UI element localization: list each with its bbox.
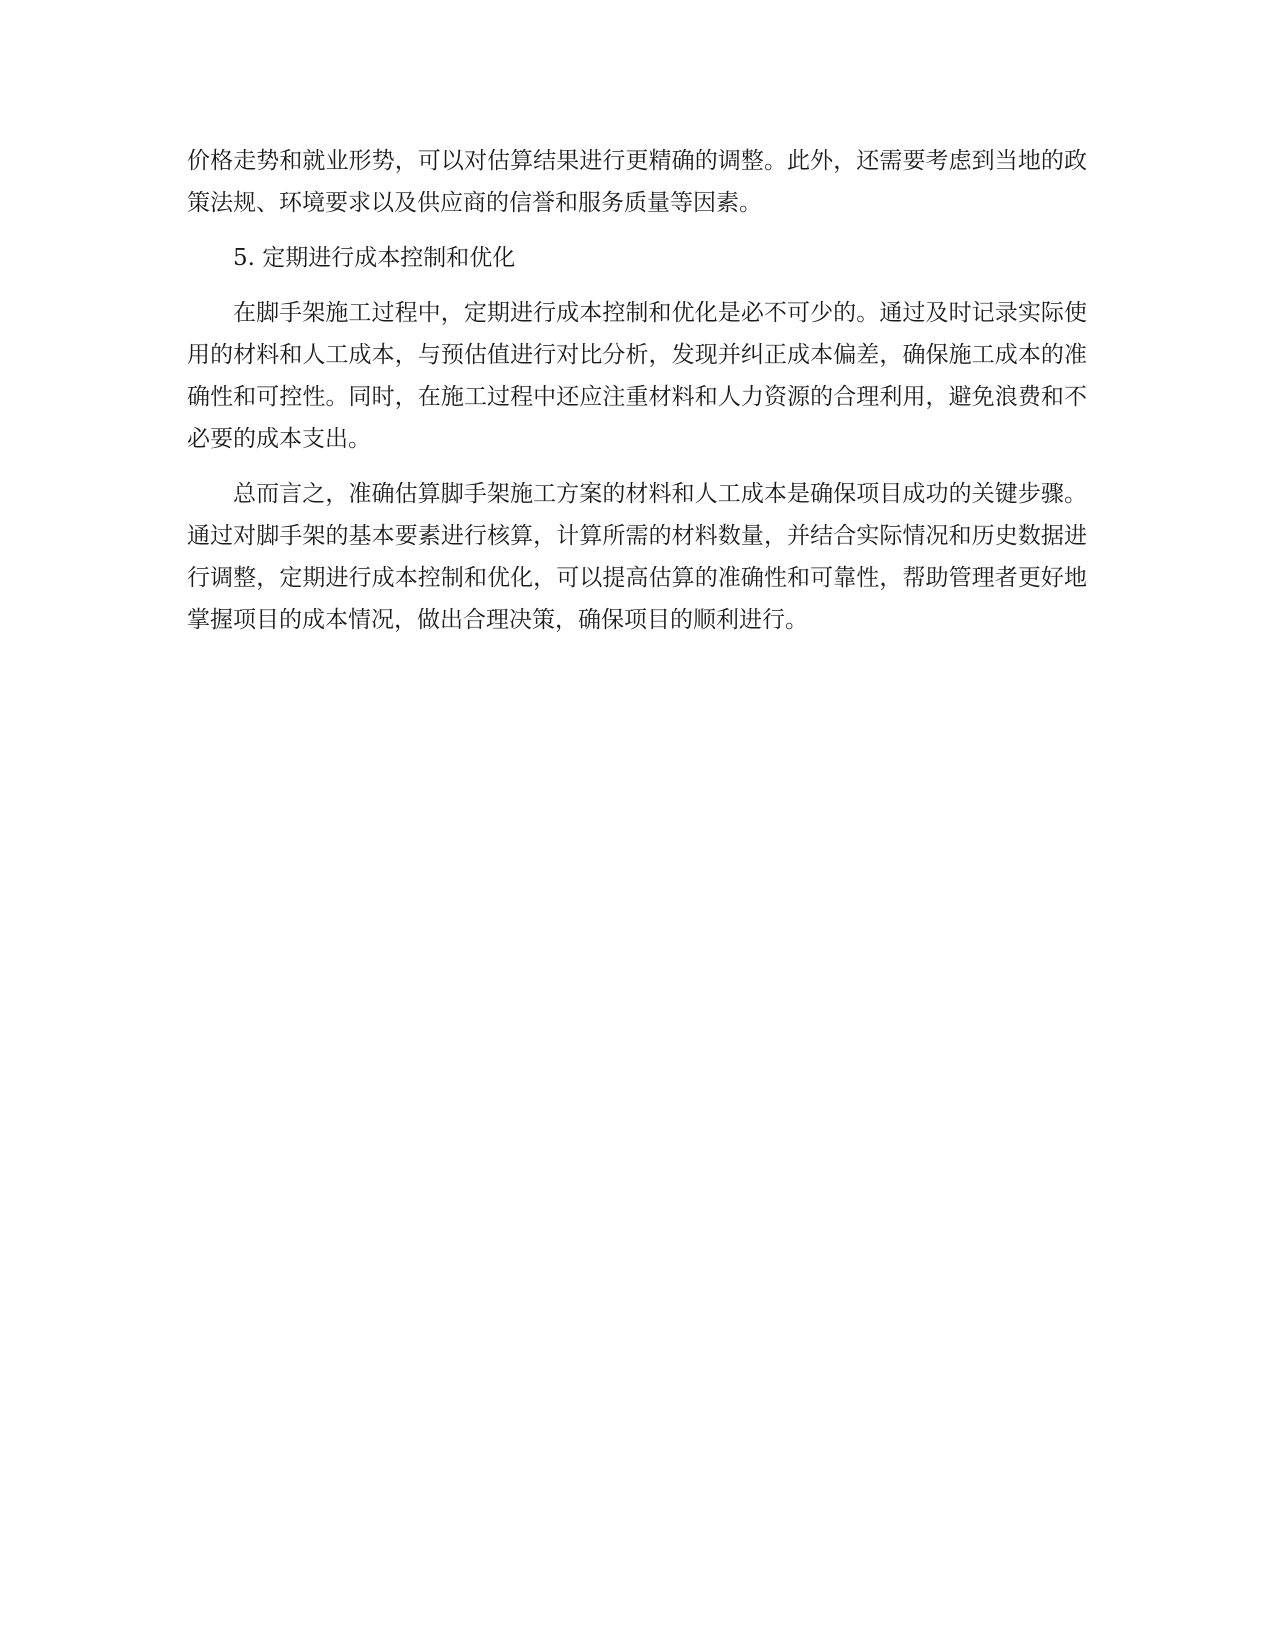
paragraph-continuation: 价格走势和就业形势，可以对估算结果进行更精确的调整。此外，还需要考虑到当地的政策法规、环境要求以及供应商的信誉和服务质量等因素。 [187,148,1087,216]
section-heading-5: 5. 定期进行成本控制和优化 [233,245,516,271]
paragraph-conclusion: 总而言之，准确估算脚手架施工方案的材料和人工成本是确保项目成功的关键步骤。通过对脚手架的基本要素进行核算，计算所需的材料数量，并结合实际情况和历史数据进行调整，定期进行成本控制和优化，可以提高估算的准确性和可靠性，帮助管理者更好地掌握项目的成本情况，做出合理决策，确保项目的顺利进行。 [187,481,1087,633]
document-body [187,140,1087,654]
paragraph-cost-control: 在脚手架施工过程中，定期进行成本控制和优化是必不可少的。通过及时记录实际使用的材料和人工成本，与预估值进行对比分析，发现并纠正成本偏差，确保施工成本的准确性和可控性。同时，在施工过程中还应注重材料和人力资源的合理利用，避免浪费和不必要的成本支出。 [187,300,1087,452]
